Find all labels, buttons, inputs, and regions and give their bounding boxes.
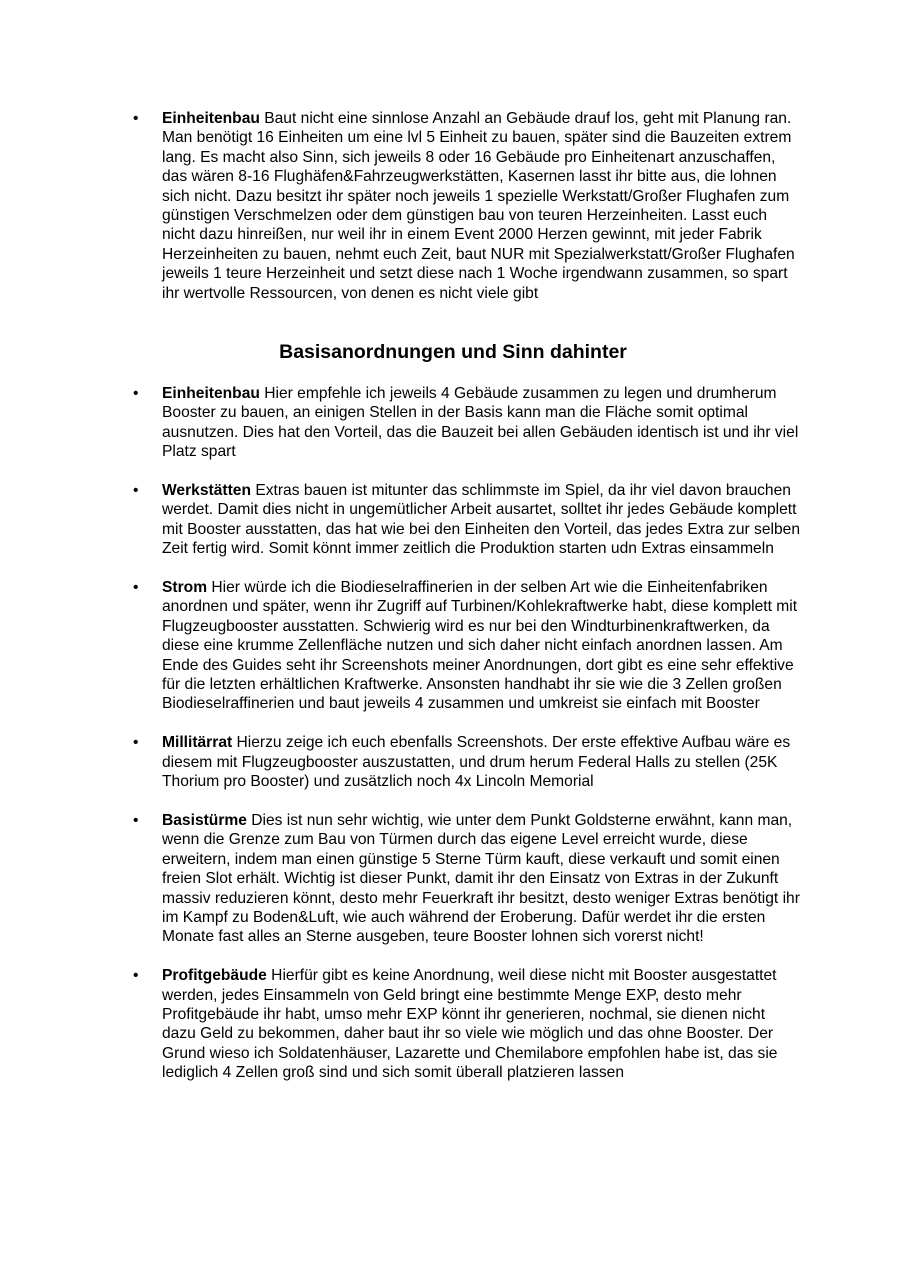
section-heading: Basisanordnungen und Sinn dahinter [279,341,627,363]
bullet-icon: • [133,482,139,500]
item-term: Einheitenbau [162,385,260,402]
arrangement-list [0,384,906,1083]
list-item-einheitenbau [0,384,802,462]
item-term: Einheitenbau [162,110,260,127]
list-item-millitaerrat [0,733,802,791]
item-text: Extras bauen ist mitunter das schlimmste im Spiel, da ihr viel davon brauchen werdet. Damit dies nicht in ungemütlicher Arbeit ausartet, solltet ihr jedes Gebäude komplett mit Booster ausstatten, das hat wie bei den Einheiten den Vorteil, das jedes Extra zur selben Zeit fertig wird. Somit könnt immer zeitlich die Produktion starten udn Extras einsammeln [162,482,800,558]
bullet-icon: • [133,110,139,127]
list-item-profitgebaeude [0,966,802,1082]
list-item-strom [0,578,802,714]
bullet-icon: • [133,579,139,597]
list-item-einheitenbau-intro [0,109,802,303]
bullet-icon: • [133,734,139,752]
item-text: Hier empfehle ich jeweils 4 Gebäude zusammen zu legen und drumherum Booster zu bauen, an einigen Stellen in der Basis kann man die Fläche somit optimal ausnutzen. Dies hat den Vorteil, das die Bauzeit bei allen Gebäuden identisch ist und ihr viel Platz spart [162,385,799,461]
bullet-icon: • [133,385,139,402]
item-term: Werkstätten [162,482,251,500]
item-text: Hier würde ich die Biodieselraffinerien in der selben Art wie die Einheitenfabriken anordnen und später, wenn ihr Zugriff auf Turbinen/Kohlekraftwerke habt, diese komplett mit Flugzeugbooster ausstatten. Schwierig wird es nur bei den Windturbinenkraftwerken, da diese eine krumme Zellenfläche nutzen und sich daher nicht einfach anordnen lassen. Am Ende des Guides seht ihr Screenshots meiner Anordnungen, dort gibt es eine sehr effektive für die letzten erhältlichen Kraftwerke. Ansonsten handhabt ihr sie wie die 3 Zellen großen Biodieselraffinerien und baut jeweils 4 zusammen und umkreist sie einfach mit Booster [162,579,798,713]
item-term: Millitärrat [162,734,233,752]
item-term: Strom [162,579,208,597]
item-text: Hierzu zeige ich euch ebenfalls Screenshots. Der erste effektive Aufbau wäre es diesem mit Flugzeugbooster auszustatten, und drum herum Federal Halls zu stellen (25K Thorium pro Booster) und zusätzlich noch 4x Lincoln Memorial [162,734,791,791]
item-text: Hierfür gibt es keine Anordnung, weil diese nicht mit Booster ausgestattet werden, jedes Einsammeln von Geld bringt eine bestimmte Menge EXP, desto mehr Profitgebäude ihr habt, umso mehr EXP könnt ihr generieren, nochmal, sie dienen nicht dazu Geld zu bekommen, daher baut ihr so viele wie möglich und das ohne Booster. Der Grund wieso ich Soldatenhäuser, Lazarette und Chemilabore empfohlen habe ist, das sie lediglich 4 Zellen groß sind und sich somit überall platzieren lassen [162,967,778,1082]
list-item-werkstaetten [0,481,802,559]
intro-list [0,109,906,303]
bullet-icon: • [133,967,139,985]
bullet-icon: • [133,811,139,829]
item-term: Profitgebäude [162,967,267,985]
item-term: Basistürme [162,811,247,829]
list-item-basistuerme [0,811,802,947]
item-text: Dies ist nun sehr wichtig, wie unter dem Punkt Goldsterne erwähnt, kann man, wenn die Grenze zum Bau von Türmen durch das eigene Level erreicht wurde, diese erweitern, indem man einen günstige 5 Sterne Türm kauft, diese verkauft und somit einen freien Slot erhält. Wichtig ist dieser Punkt, damit ihr den Einsatz von Extras in der Zukunft massiv reduzieren könnt, desto mehr Feuerkraft ihr besitzt, desto weniger Extras benötigt ihr im Kampf zu Boden&Luft, wie auch während der Eroberung. Dafür werdet ihr die ersten Monate fast alles an Sterne ausgeben, teure Booster lohnen sich vorerst nicht! [162,811,800,946]
item-text: Baut nicht eine sinnlose Anzahl an Gebäude drauf los, geht mit Planung ran. Man benötigt 16 Einheiten um eine lvl 5 Einheit zu bauen, später sind die Bauzeiten extrem lang. Es macht also Sinn, sich jeweils 8 oder 16 Gebäude pro Einheitenart anzuschaffen, das wären 8-16 Flughäfen&Fahrzeugwerkstätten, Kasernen lasst ihr bitte aus, die lohnen sich nicht. Dazu besitzt ihr später noch jeweils 1 spezielle Werkstatt/Großer Flughafen zum günstigen Verschmelzen oder dem günstigen bau von teuren Herzeinheiten. Lasst euch nicht dazu hinreißen, nur weil ihr in einem Event 2000 Herzen gewinnt, mit jeder Fabrik Herzeinheiten zu bauen, nehmt euch Zeit, baut NUR mit Spezialwerkstatt/Großer Flughafen jeweils 1 teure Herzeinheit und setzt diese nach 1 Woche irgendwann zusammen, so spart ihr wertvolle Ressourcen, von denen es nicht viele gibt [162,110,795,302]
